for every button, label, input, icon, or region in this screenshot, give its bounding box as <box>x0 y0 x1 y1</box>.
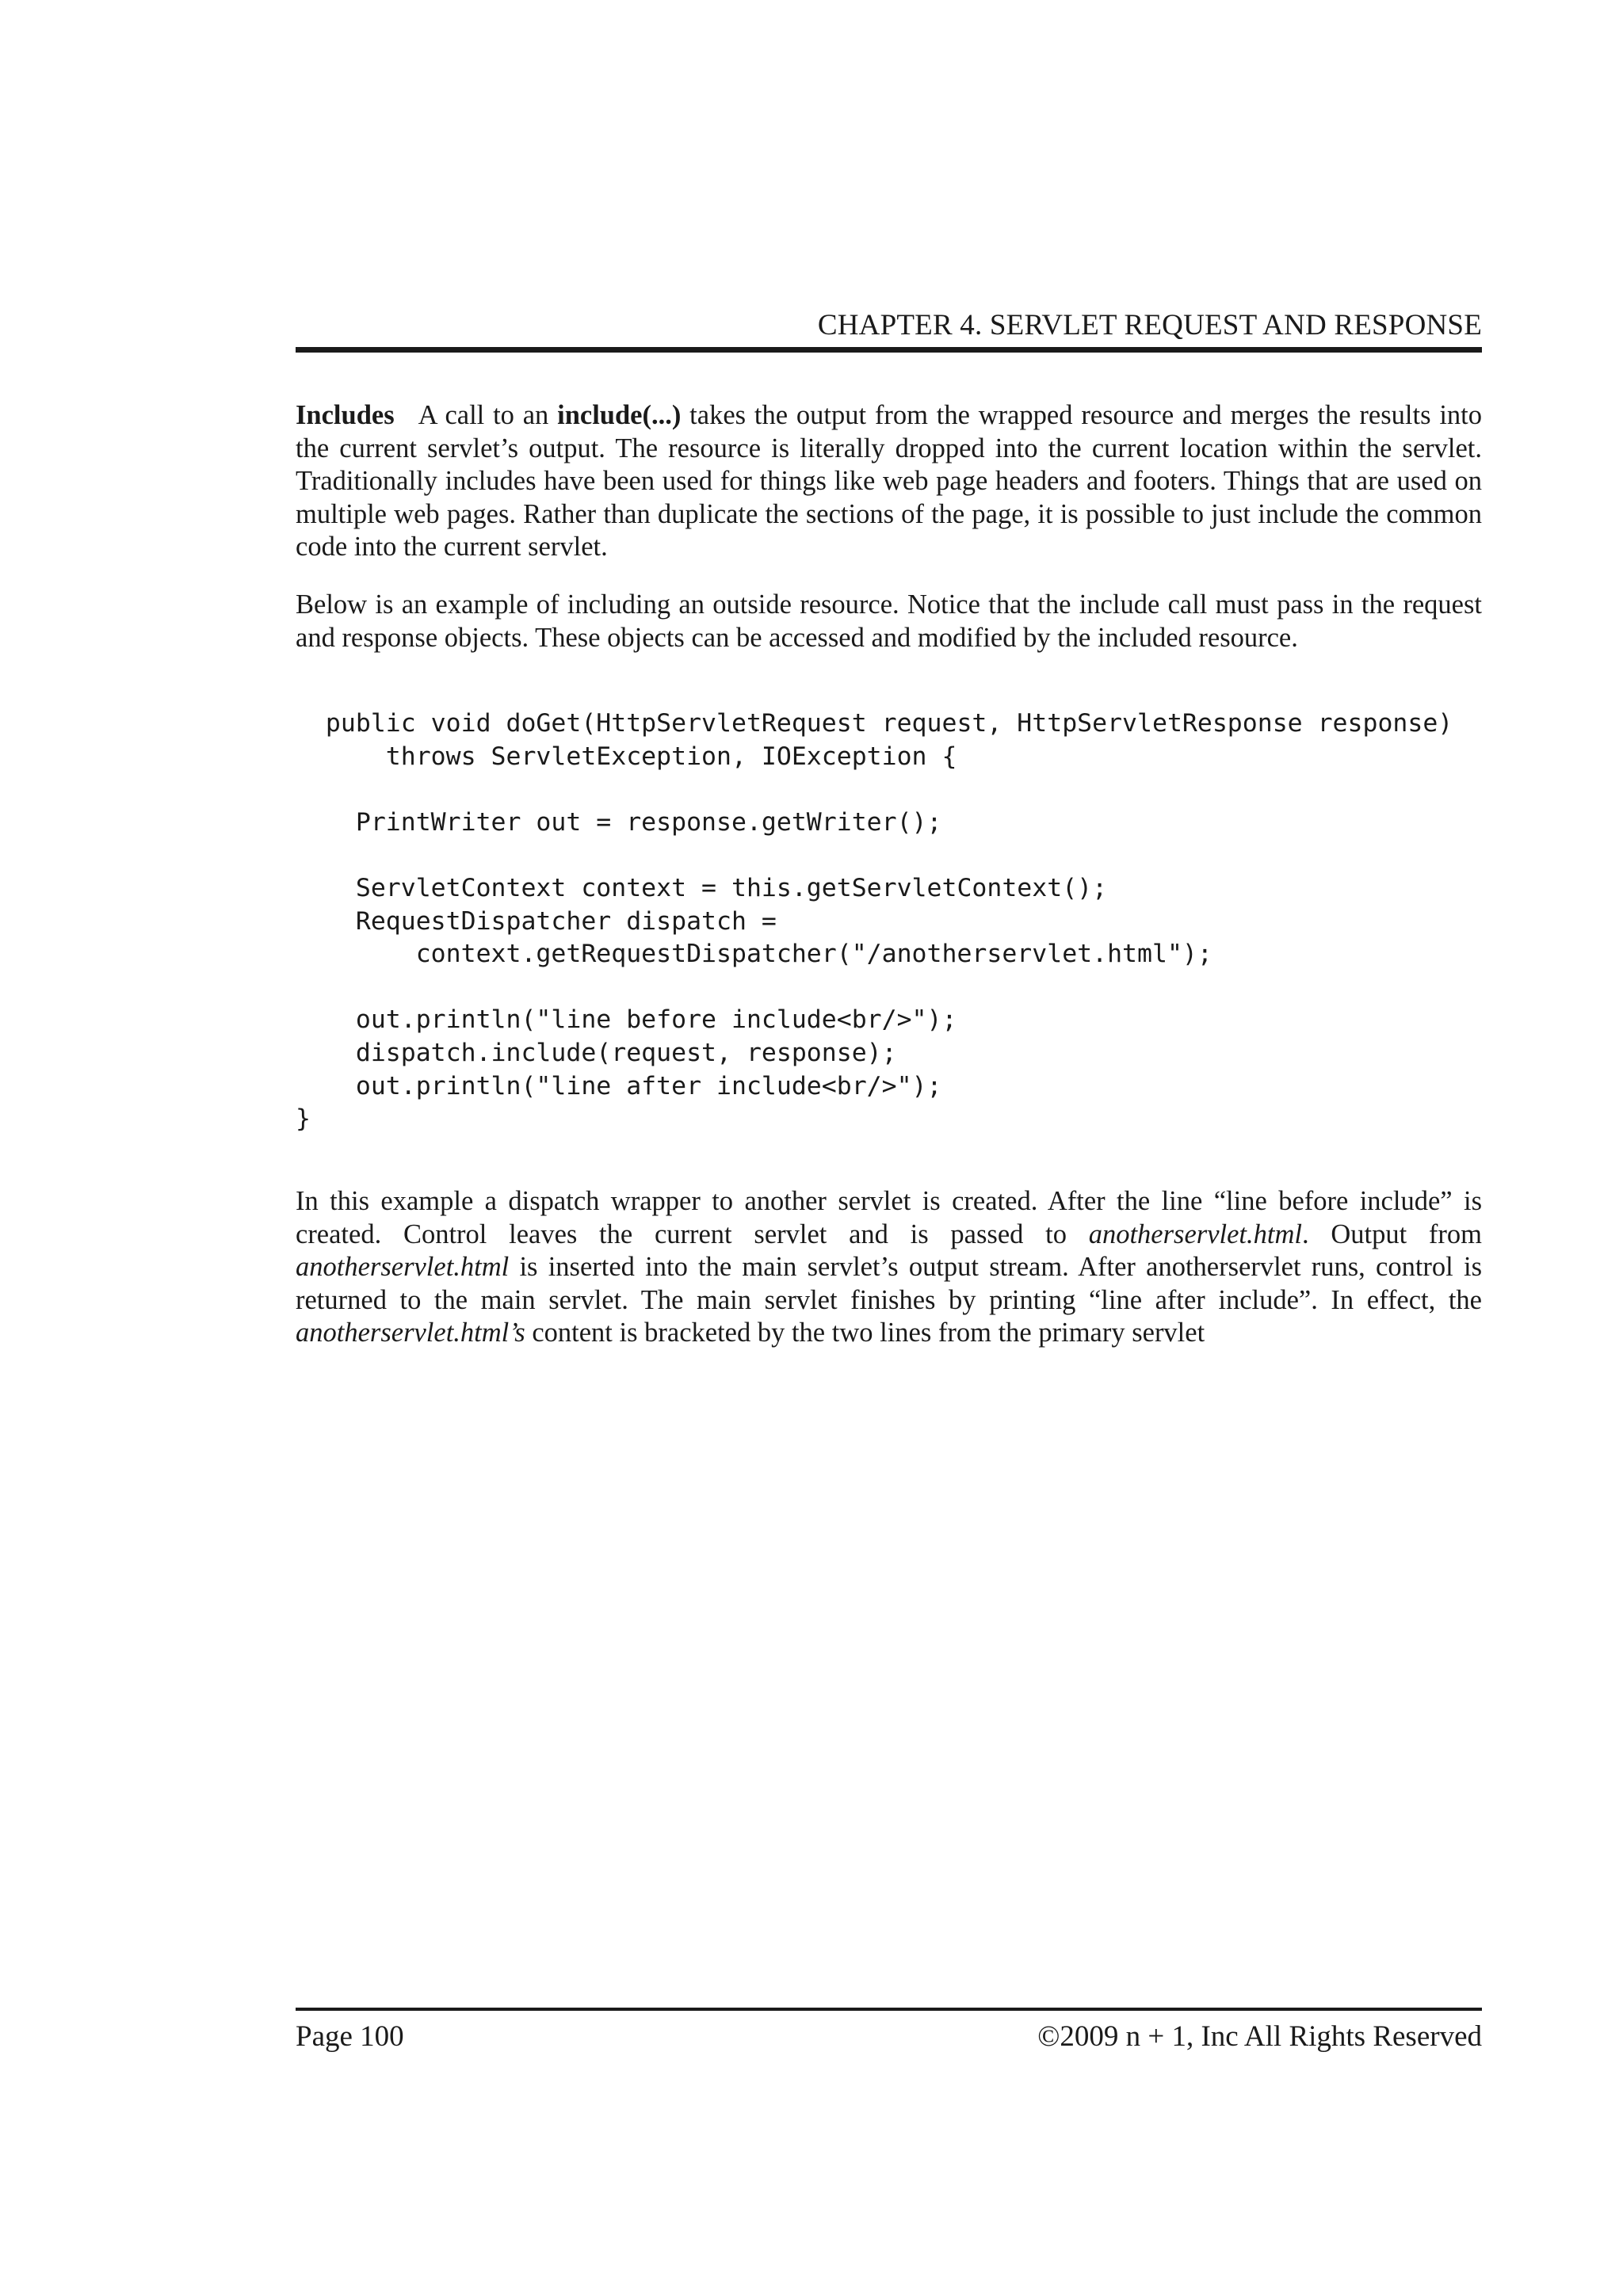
paragraph-text: . Output from <box>1301 1219 1482 1249</box>
header-rule <box>296 347 1482 353</box>
page-number: Page 100 <box>296 2020 404 2053</box>
filename-italic: anotherservlet.html’s <box>296 1318 525 1348</box>
code-line: out.println("line after include<br/>"); <box>296 1071 942 1100</box>
paragraph-text: In this example a dispatch wrapper to another servlet is created. After the line “line before include” is created. Control leaves the current servlet and is passed to <box>296 1186 1482 1249</box>
code-line: ServletContext context = this.getServletContext(); <box>296 873 1108 902</box>
book-page <box>296 0 1482 2296</box>
running-head: CHAPTER 4. SERVLET REQUEST AND RESPONSE <box>817 309 1482 341</box>
explanation-paragraph <box>296 1185 1482 1350</box>
paragraph-text: A call to an <box>418 400 558 430</box>
code-line: RequestDispatcher dispatch = <box>296 906 777 936</box>
footer-rule <box>296 2008 1482 2011</box>
include-method-term: include(...) <box>557 400 682 430</box>
copyright-notice: ©2009 n + 1, Inc All Rights Reserved <box>1037 2020 1482 2053</box>
code-line <box>296 773 1453 807</box>
code-line: out.println("line before include<br/>"); <box>296 1005 957 1035</box>
paragraph-text: is inserted into the main servlet’s output stream. After anotherservlet runs, control is returned to the main servlet. The main servlet finishes by printing “line after include”. In effect, the <box>296 1252 1482 1315</box>
code-line: } <box>296 1104 311 1134</box>
code-line <box>296 971 1453 1005</box>
paragraph-heading: Includes <box>296 400 395 430</box>
code-line <box>296 839 1453 872</box>
includes-paragraph <box>296 399 1482 564</box>
filename-italic: anotherservlet.html <box>296 1252 510 1282</box>
code-line: dispatch.include(request, response); <box>296 1038 897 1067</box>
paragraph-text: takes the output from the wrapped resource and merges the results into the current servlet’s output. The resource is literally dropped into the current location within the servlet. Traditionally includes have been used for things like web page headers and footers. Things that are used on multiple web pages. Rather than duplicate the sections of the page, it is possible to just include the common code into the current servlet. <box>296 400 1482 562</box>
paragraph-text: content is bracketed by the two lines from the primary servlet <box>525 1318 1205 1348</box>
code-listing <box>296 707 1453 1136</box>
code-line: public void doGet(HttpServletRequest request, HttpServletResponse response) <box>296 709 1453 738</box>
example-intro-paragraph: Below is an example of including an outside resource. Notice that the include call must pass in the request and response objects. These objects can be accessed and modified by the included resource. <box>296 589 1482 653</box>
code-line: throws ServletException, IOException { <box>296 742 957 771</box>
code-line: context.getRequestDispatcher("/anotherservlet.html"); <box>296 940 1212 969</box>
filename-italic: anotherservlet.html <box>1088 1219 1302 1249</box>
code-line: PrintWriter out = response.getWriter(); <box>296 807 942 837</box>
